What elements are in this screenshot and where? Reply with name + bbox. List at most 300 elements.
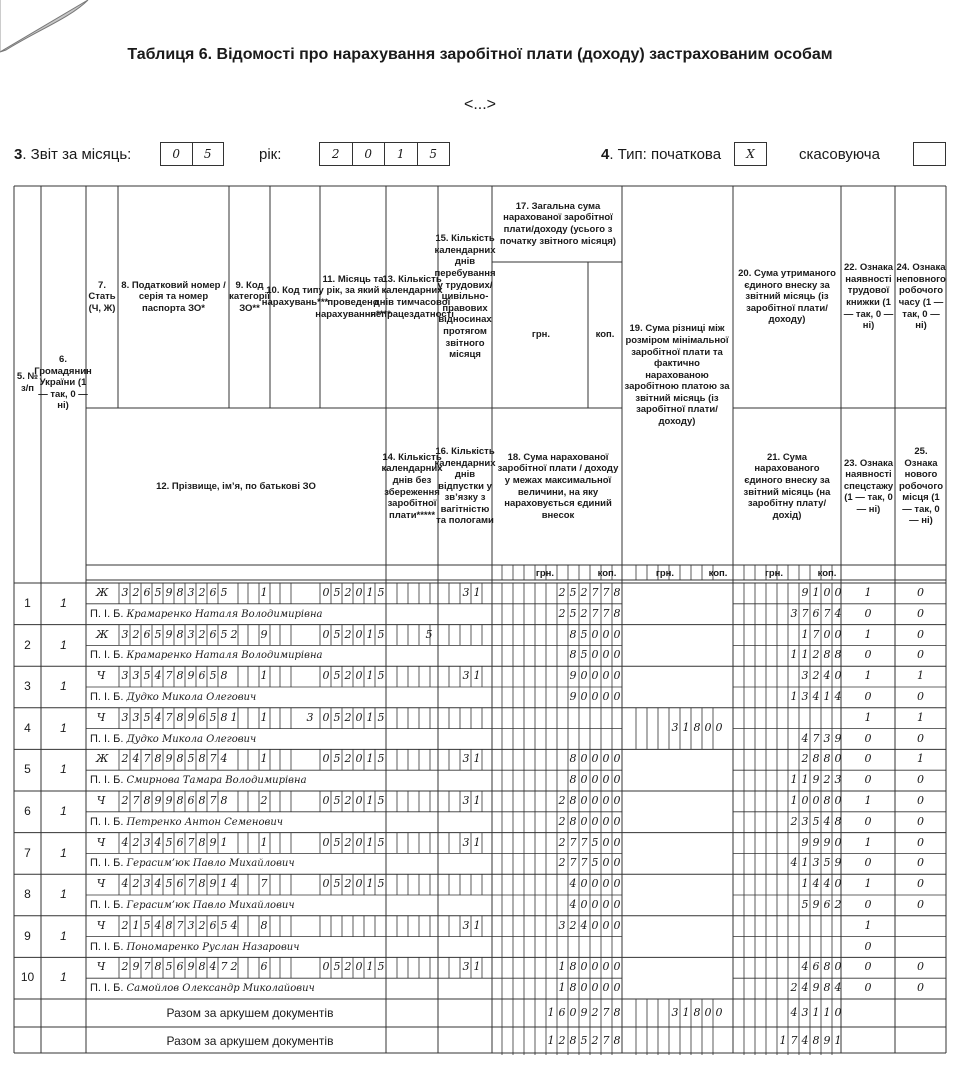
withheld-contribution-digit: 0 — [801, 794, 809, 807]
citizen-flag: 1 — [60, 679, 67, 694]
special-experience-flag: 0 — [864, 606, 872, 620]
totals-salary-digit: 6 — [558, 1006, 566, 1019]
tax-digit: 7 — [132, 794, 140, 807]
capped-salary-digit: 0 — [602, 814, 610, 828]
totals-diff-digit: 1 — [682, 1006, 690, 1019]
accrued-contribution-digit: 4 — [801, 981, 809, 995]
accrual-type: 8 — [260, 918, 268, 932]
month-digit: 0 — [355, 877, 363, 891]
total-salary-digit: 0 — [613, 794, 621, 807]
min-wage-diff-digit: 8 — [693, 720, 701, 734]
total-salary-digit: 3 — [558, 918, 566, 932]
col19-grn-unit: грн. — [655, 568, 675, 579]
min-wage-diff-digit: 3 — [671, 720, 679, 734]
totals-salary-digit: 5 — [580, 1034, 588, 1047]
accrued-contribution-digit: 7 — [823, 606, 831, 620]
tax-digit: 4 — [220, 752, 228, 766]
month-digit: 0 — [322, 877, 330, 891]
citizen-flag: 1 — [60, 845, 67, 860]
accrued-contribution-digit: 4 — [790, 856, 798, 870]
month-digit: 2 — [344, 710, 352, 724]
tax-digit: 9 — [165, 752, 173, 766]
capped-salary-digit: 0 — [613, 648, 621, 662]
tax-digit: 9 — [209, 877, 217, 891]
totals-diff-digit: 8 — [693, 1006, 701, 1019]
tax-digit: 5 — [220, 918, 228, 932]
accrued-contribution-digit: 8 — [834, 814, 842, 828]
total-salary-digit: 8 — [569, 627, 577, 641]
total-salary-digit: 0 — [602, 960, 610, 974]
col21-grn-unit: грн. — [764, 568, 784, 579]
withheld-contribution-digit: 0 — [834, 877, 842, 891]
withheld-contribution-digit: 7 — [812, 627, 820, 641]
total-salary-digit: 0 — [580, 960, 588, 974]
month-digit: 1 — [366, 752, 374, 766]
totals-salary-digit: 0 — [569, 1006, 577, 1019]
tax-digit: 3 — [143, 835, 151, 849]
accrued-contribution-digit: 2 — [812, 648, 820, 662]
tax-digit: 1 — [132, 918, 140, 932]
work-book-flag: 1 — [864, 794, 872, 807]
tax-digit: 8 — [176, 794, 184, 807]
tax-digit: 7 — [209, 752, 217, 766]
pib-label: П. І. Б. — [90, 732, 127, 745]
part-time-flag: 0 — [917, 960, 924, 974]
employee-name: Крамаренко Наталя Володимирівна — [126, 608, 323, 620]
withheld-contribution-digit: 0 — [823, 586, 831, 599]
total-salary-digit: 2 — [580, 586, 588, 599]
withheld-contribution-digit: 0 — [834, 586, 842, 599]
total-salary-digit: 4 — [580, 918, 588, 932]
part-time-flag: 0 — [917, 835, 924, 849]
tax-digit: 6 — [209, 586, 217, 599]
tax-digit: 3 — [187, 627, 195, 641]
omission-mark: <...> — [463, 96, 497, 113]
totals-contribution-digit: 3 — [801, 1006, 809, 1019]
month-digit: 2 — [344, 960, 352, 974]
tax-digit: 2 — [132, 835, 140, 849]
tax-digit: 8 — [198, 794, 206, 807]
totals-label: Разом за аркушем документів — [166, 1006, 334, 1020]
tax-digit: 7 — [187, 877, 195, 891]
employment-days: 3 — [462, 918, 470, 932]
new-workplace-flag: 0 — [917, 648, 924, 662]
tax-digit: 4 — [154, 710, 162, 724]
tax-digit: 8 — [176, 586, 184, 599]
total-salary-digit: 8 — [569, 960, 577, 974]
tax-digit: 5 — [143, 918, 151, 932]
month-digit: 0 — [322, 960, 330, 974]
accrued-contribution-digit: 3 — [801, 690, 809, 703]
withheld-contribution-digit: 0 — [834, 627, 842, 641]
tax-digit: 4 — [154, 918, 162, 932]
col25-header: 25. Ознака нового робочого місця (1 — так, 0 — ні) — [899, 445, 943, 527]
report-year-field[interactable]: 2 0 1 5 — [319, 142, 450, 166]
total-salary-digit: 8 — [569, 794, 577, 807]
month-digit: 1 — [366, 586, 374, 599]
total-salary-digit: 0 — [602, 877, 610, 891]
totals-contribution-digit: 4 — [790, 1006, 798, 1019]
employee-name: Герасим’юк Павло Михайлович — [126, 858, 295, 870]
tax-digit: 7 — [220, 960, 228, 974]
capped-salary-digit: 8 — [569, 773, 577, 787]
month-digit: 5 — [377, 627, 385, 641]
totals-salary-digit: 8 — [569, 1034, 577, 1047]
total-salary-digit: 5 — [580, 627, 588, 641]
capped-salary-digit: 0 — [613, 690, 621, 703]
total-salary-digit: 0 — [602, 669, 610, 683]
accrued-contribution-digit: 4 — [834, 981, 842, 995]
accrued-contribution-digit: 8 — [823, 981, 831, 995]
row-number: 3 — [24, 679, 31, 694]
work-book-flag: 1 — [864, 669, 872, 683]
capped-salary-digit: 9 — [569, 690, 577, 703]
capped-salary-digit: 0 — [591, 981, 599, 995]
tax-digit: 8 — [165, 918, 173, 932]
totals-salary-digit: 2 — [591, 1034, 599, 1047]
accrued-contribution-digit: 1 — [790, 648, 798, 662]
tax-digit: 2 — [198, 586, 206, 599]
tax-digit: 2 — [121, 918, 129, 932]
month-digit: 5 — [377, 752, 385, 766]
part-time-flag: 0 — [917, 794, 924, 807]
pib-label: П. І. Б. — [90, 774, 127, 787]
tax-digit: 5 — [154, 627, 162, 641]
pib-label: П. І. Б. — [90, 899, 127, 911]
month-digit: 2 — [344, 669, 352, 683]
totals-contribution-digit: 1 — [834, 1034, 842, 1047]
capped-salary-digit: 8 — [569, 814, 577, 828]
capped-salary-digit: 0 — [602, 981, 610, 995]
capped-salary-digit: 0 — [602, 898, 610, 911]
tax-digit: 5 — [165, 960, 173, 974]
category-code: 2 — [230, 627, 238, 641]
total-salary-digit: 1 — [558, 960, 566, 974]
col8-header: 8. Податковий номер /серія та номер паспорта ЗО* — [121, 279, 226, 314]
pib-label: П. І. Б. — [90, 857, 127, 870]
col18-grn-unit: грн. — [535, 568, 555, 579]
tax-digit: 8 — [176, 669, 184, 683]
total-salary-digit: 0 — [591, 877, 599, 891]
tax-digit: 8 — [198, 752, 206, 766]
accrued-contribution-digit: 5 — [812, 814, 820, 828]
month-digit: 2 — [344, 835, 352, 849]
tax-digit: 2 — [121, 752, 129, 766]
citizen-flag: 1 — [60, 637, 67, 652]
accrued-contribution-digit: 9 — [812, 981, 820, 995]
tax-digit: 5 — [187, 752, 195, 766]
new-workplace-flag: 0 — [917, 731, 924, 745]
capped-salary-digit: 8 — [569, 648, 577, 662]
category-code: 1 — [260, 586, 268, 599]
pib-label: П. І. Б. — [90, 691, 127, 703]
special-experience-flag: 0 — [864, 898, 872, 911]
tax-digit: 4 — [154, 835, 162, 849]
totals-salary-digit: 7 — [602, 1034, 610, 1047]
tax-digit: 8 — [176, 752, 184, 766]
month-digit: 0 — [355, 794, 363, 807]
capped-salary-digit: 0 — [602, 856, 610, 870]
month-digit: 5 — [333, 710, 341, 724]
tax-digit: 2 — [132, 586, 140, 599]
accrued-contribution-digit: 1 — [790, 690, 798, 703]
employee-name: Герасим’юк Павло Михайлович — [126, 900, 295, 911]
month-digit: 1 — [366, 710, 374, 724]
capped-salary-digit: 0 — [591, 773, 599, 787]
accrued-contribution-digit: 2 — [823, 773, 831, 787]
row-number: 1 — [24, 596, 31, 610]
capped-salary-digit: 0 — [591, 898, 599, 911]
sex-field: Ч — [96, 669, 106, 683]
part-time-flag: 0 — [917, 877, 924, 891]
withheld-contribution-digit: 1 — [801, 627, 809, 641]
tax-digit: 6 — [143, 586, 151, 599]
accrued-contribution-digit: 3 — [801, 814, 809, 828]
total-salary-digit: 0 — [602, 627, 610, 641]
capped-salary-digit: 0 — [580, 898, 588, 911]
accrual-type: 9 — [260, 627, 268, 641]
new-workplace-flag: 0 — [917, 814, 924, 828]
row-number: 6 — [24, 804, 31, 818]
min-wage-diff-digit: 1 — [682, 720, 690, 734]
col13-header: 13. Кількість календарних днів тимчасової непрацездатності — [370, 273, 454, 320]
tax-digit: 7 — [176, 918, 184, 932]
tax-digit: 7 — [165, 710, 173, 724]
employment-days: 1 — [473, 752, 481, 766]
report-month-field[interactable]: 0 5 — [160, 142, 224, 166]
month-digit: 5 — [333, 794, 341, 807]
tax-digit: 2 — [121, 794, 129, 807]
capped-salary-digit: 0 — [613, 814, 621, 828]
month-digit: 5 — [333, 960, 341, 974]
tax-digit: 8 — [198, 960, 206, 974]
tax-digit: 7 — [209, 794, 217, 807]
total-salary-digit: 7 — [591, 586, 599, 599]
withheld-contribution-digit: 8 — [812, 752, 820, 766]
pib-label: П. І. Б. — [90, 982, 127, 995]
pib-label: П. І. Б. — [90, 940, 127, 953]
capped-salary-digit: 2 — [558, 814, 566, 828]
part-time-flag: 0 — [917, 586, 924, 599]
capped-salary-digit: 7 — [580, 856, 588, 870]
report-month-label: 3. Звіт за місяць: — [14, 146, 132, 163]
tax-digit: 9 — [132, 960, 140, 974]
capped-salary-digit: 7 — [602, 606, 610, 620]
citizen-flag: 1 — [60, 720, 67, 735]
accrued-contribution-digit: 4 — [834, 606, 842, 620]
tax-digit: 8 — [154, 960, 162, 974]
employment-days: 1 — [473, 586, 481, 599]
capped-salary-digit: 0 — [591, 690, 599, 703]
tax-digit: 6 — [176, 960, 184, 974]
row-number: 7 — [24, 845, 31, 860]
tax-digit: 3 — [121, 586, 129, 599]
accrued-contribution-digit: 1 — [801, 648, 809, 662]
month-digit: 5 — [333, 627, 341, 641]
employee-name: Крамаренко Наталя Володимирівна — [126, 650, 323, 662]
capped-salary-digit: 0 — [580, 773, 588, 787]
capped-salary-digit: 8 — [613, 606, 621, 620]
capped-salary-digit: 0 — [580, 981, 588, 995]
row-number: 9 — [24, 928, 31, 943]
row-number: 4 — [24, 720, 31, 735]
month-digit: 0 — [355, 752, 363, 766]
withheld-contribution-digit: 9 — [823, 835, 831, 849]
withheld-contribution-digit: 0 — [823, 627, 831, 641]
part-time-flag: 1 — [917, 669, 924, 683]
totals-salary-digit: 9 — [580, 1006, 588, 1019]
special-experience-flag: 0 — [864, 773, 872, 787]
tax-digit: 3 — [187, 586, 195, 599]
total-salary-digit: 0 — [602, 752, 610, 766]
accrued-contribution-digit: 6 — [823, 898, 831, 911]
citizen-flag: 1 — [60, 804, 67, 818]
total-salary-digit: 9 — [569, 669, 577, 683]
work-book-flag: 1 — [864, 918, 872, 932]
month-digit: 5 — [377, 669, 385, 683]
withheld-contribution-digit: 4 — [801, 960, 809, 974]
capped-salary-digit: 0 — [591, 648, 599, 662]
tax-digit: 6 — [187, 794, 195, 807]
month-digit: 1 — [366, 627, 374, 641]
accrued-contribution-digit: 6 — [812, 606, 820, 620]
special-experience-flag: 0 — [864, 856, 872, 870]
cancel-type-label: скасовуюча — [799, 146, 880, 163]
totals-salary-digit: 1 — [547, 1006, 555, 1019]
full-name-field — [90, 938, 299, 957]
citizen-flag: 1 — [60, 596, 67, 610]
withheld-contribution-digit: 6 — [812, 960, 820, 974]
tax-digit: 9 — [165, 586, 173, 599]
initial-type-checkbox[interactable]: Х — [734, 142, 767, 166]
totals-salary-digit: 8 — [613, 1034, 621, 1047]
special-experience-flag: 0 — [864, 731, 872, 745]
total-salary-digit: 0 — [580, 794, 588, 807]
sex-field: Ч — [96, 877, 106, 891]
tax-digit: 6 — [209, 918, 217, 932]
capped-salary-digit: 2 — [558, 606, 566, 620]
employee-name: Петренко Антон Семенович — [126, 816, 284, 828]
citizen-flag: 1 — [60, 928, 67, 943]
category-code: 1 — [260, 669, 268, 683]
tax-digit: 4 — [121, 877, 129, 891]
total-salary-digit: 0 — [591, 960, 599, 974]
totals-label: Разом за аркушем документів — [166, 1034, 334, 1048]
accrual-type: 7 — [260, 877, 268, 891]
tax-digit: 9 — [187, 669, 195, 683]
month-digit: 0 — [355, 960, 363, 974]
month-digit: 0 — [322, 710, 330, 724]
capped-salary-digit: 0 — [580, 814, 588, 828]
tax-digit: 6 — [198, 710, 206, 724]
work-book-flag: 0 — [864, 752, 872, 766]
citizen-flag: 1 — [60, 887, 67, 902]
accrual-type: 1 — [260, 710, 268, 724]
tax-digit: 5 — [165, 835, 173, 849]
category-code: 4 — [230, 918, 238, 932]
total-salary-digit: 5 — [591, 835, 599, 849]
tax-digit: 4 — [132, 752, 140, 766]
full-name-field — [90, 813, 283, 832]
employee-name: Смирнова Тамара Володимирівна — [126, 775, 307, 787]
tax-digit: 5 — [165, 877, 173, 891]
totals-salary-digit: 1 — [547, 1034, 555, 1047]
tax-digit: 6 — [209, 627, 217, 641]
withheld-contribution-digit: 8 — [823, 960, 831, 974]
month-digit: 2 — [344, 752, 352, 766]
totals-diff-digit: 3 — [671, 1006, 679, 1019]
tax-digit: 8 — [198, 835, 206, 849]
min-wage-diff-digit: 0 — [704, 720, 712, 734]
month-digit: 5 — [333, 877, 341, 891]
col22-header: 22. Ознака наявності трудової книжки (1 — так, 0 — ні) — [843, 262, 894, 332]
employment-days: 1 — [473, 794, 481, 807]
total-salary-digit: 0 — [580, 669, 588, 683]
tax-digit: 3 — [132, 710, 140, 724]
year-label: рік: — [259, 146, 282, 163]
col12-header: 12. Прізвище, ім’я, по батькові ЗО — [156, 480, 316, 492]
total-salary-digit: 4 — [569, 877, 577, 891]
totals-contribution-digit: 1 — [779, 1034, 787, 1047]
tax-digit: 6 — [176, 877, 184, 891]
tax-digit: 9 — [187, 960, 195, 974]
special-experience-flag: 0 — [864, 690, 872, 703]
full-name-field — [90, 646, 323, 665]
employment-days: 3 — [462, 835, 470, 849]
col16-header: 16. Кількість календарних днів відпустки у зв’язку з вагітністю та пологами — [434, 445, 496, 527]
tax-digit: 7 — [143, 960, 151, 974]
accrued-contribution-digit: 5 — [801, 898, 809, 911]
work-book-flag: 1 — [864, 586, 872, 599]
col10-header: 10. Код типу нарахувань*** — [261, 285, 329, 308]
totals-contribution-digit: 0 — [834, 1006, 842, 1019]
employment-days: 3 — [462, 669, 470, 683]
col21-header: 21. Сума нарахованого єдиного внеску за звітний місяць (на заробітну плату/ дохід) — [743, 451, 831, 521]
tax-digit: 8 — [220, 669, 228, 683]
category-code: 2 — [230, 960, 238, 974]
withheld-contribution-digit: 0 — [812, 794, 820, 807]
sex-field: Ж — [96, 627, 109, 641]
total-salary-digit: 0 — [591, 794, 599, 807]
withheld-contribution-digit: 9 — [801, 835, 809, 849]
row-number: 2 — [24, 637, 31, 652]
accrued-contribution-digit: 2 — [834, 898, 842, 911]
capped-salary-digit: 7 — [569, 856, 577, 870]
month-digit: 2 — [344, 794, 352, 807]
tax-digit: 8 — [198, 877, 206, 891]
col9-header: 9. Код категорії ЗО** — [229, 279, 270, 314]
sex-field: Ч — [96, 918, 106, 932]
month-digit: 5 — [333, 752, 341, 766]
totals-salary-digit: 8 — [613, 1006, 621, 1019]
month-digit: 1 — [366, 835, 374, 849]
col23-header: 23. Ознака наявності спецстажу (1 — так, 0 — ні) — [843, 457, 894, 515]
full-name-field — [90, 896, 295, 915]
work-book-flag: 1 — [864, 710, 872, 724]
tax-digit: 5 — [220, 586, 228, 599]
part-time-flag: 0 — [917, 627, 924, 641]
total-salary-digit: 0 — [591, 627, 599, 641]
capped-salary-digit: 0 — [602, 773, 610, 787]
accrued-contribution-digit: 4 — [834, 690, 842, 703]
month-digit: 5 — [377, 794, 385, 807]
accrued-contribution-digit: 9 — [834, 731, 842, 745]
tax-digit: 3 — [121, 669, 129, 683]
total-salary-digit: 8 — [569, 752, 577, 766]
new-workplace-flag: 0 — [917, 856, 924, 870]
total-salary-digit: 0 — [613, 835, 621, 849]
capped-salary-digit: 0 — [602, 690, 610, 703]
